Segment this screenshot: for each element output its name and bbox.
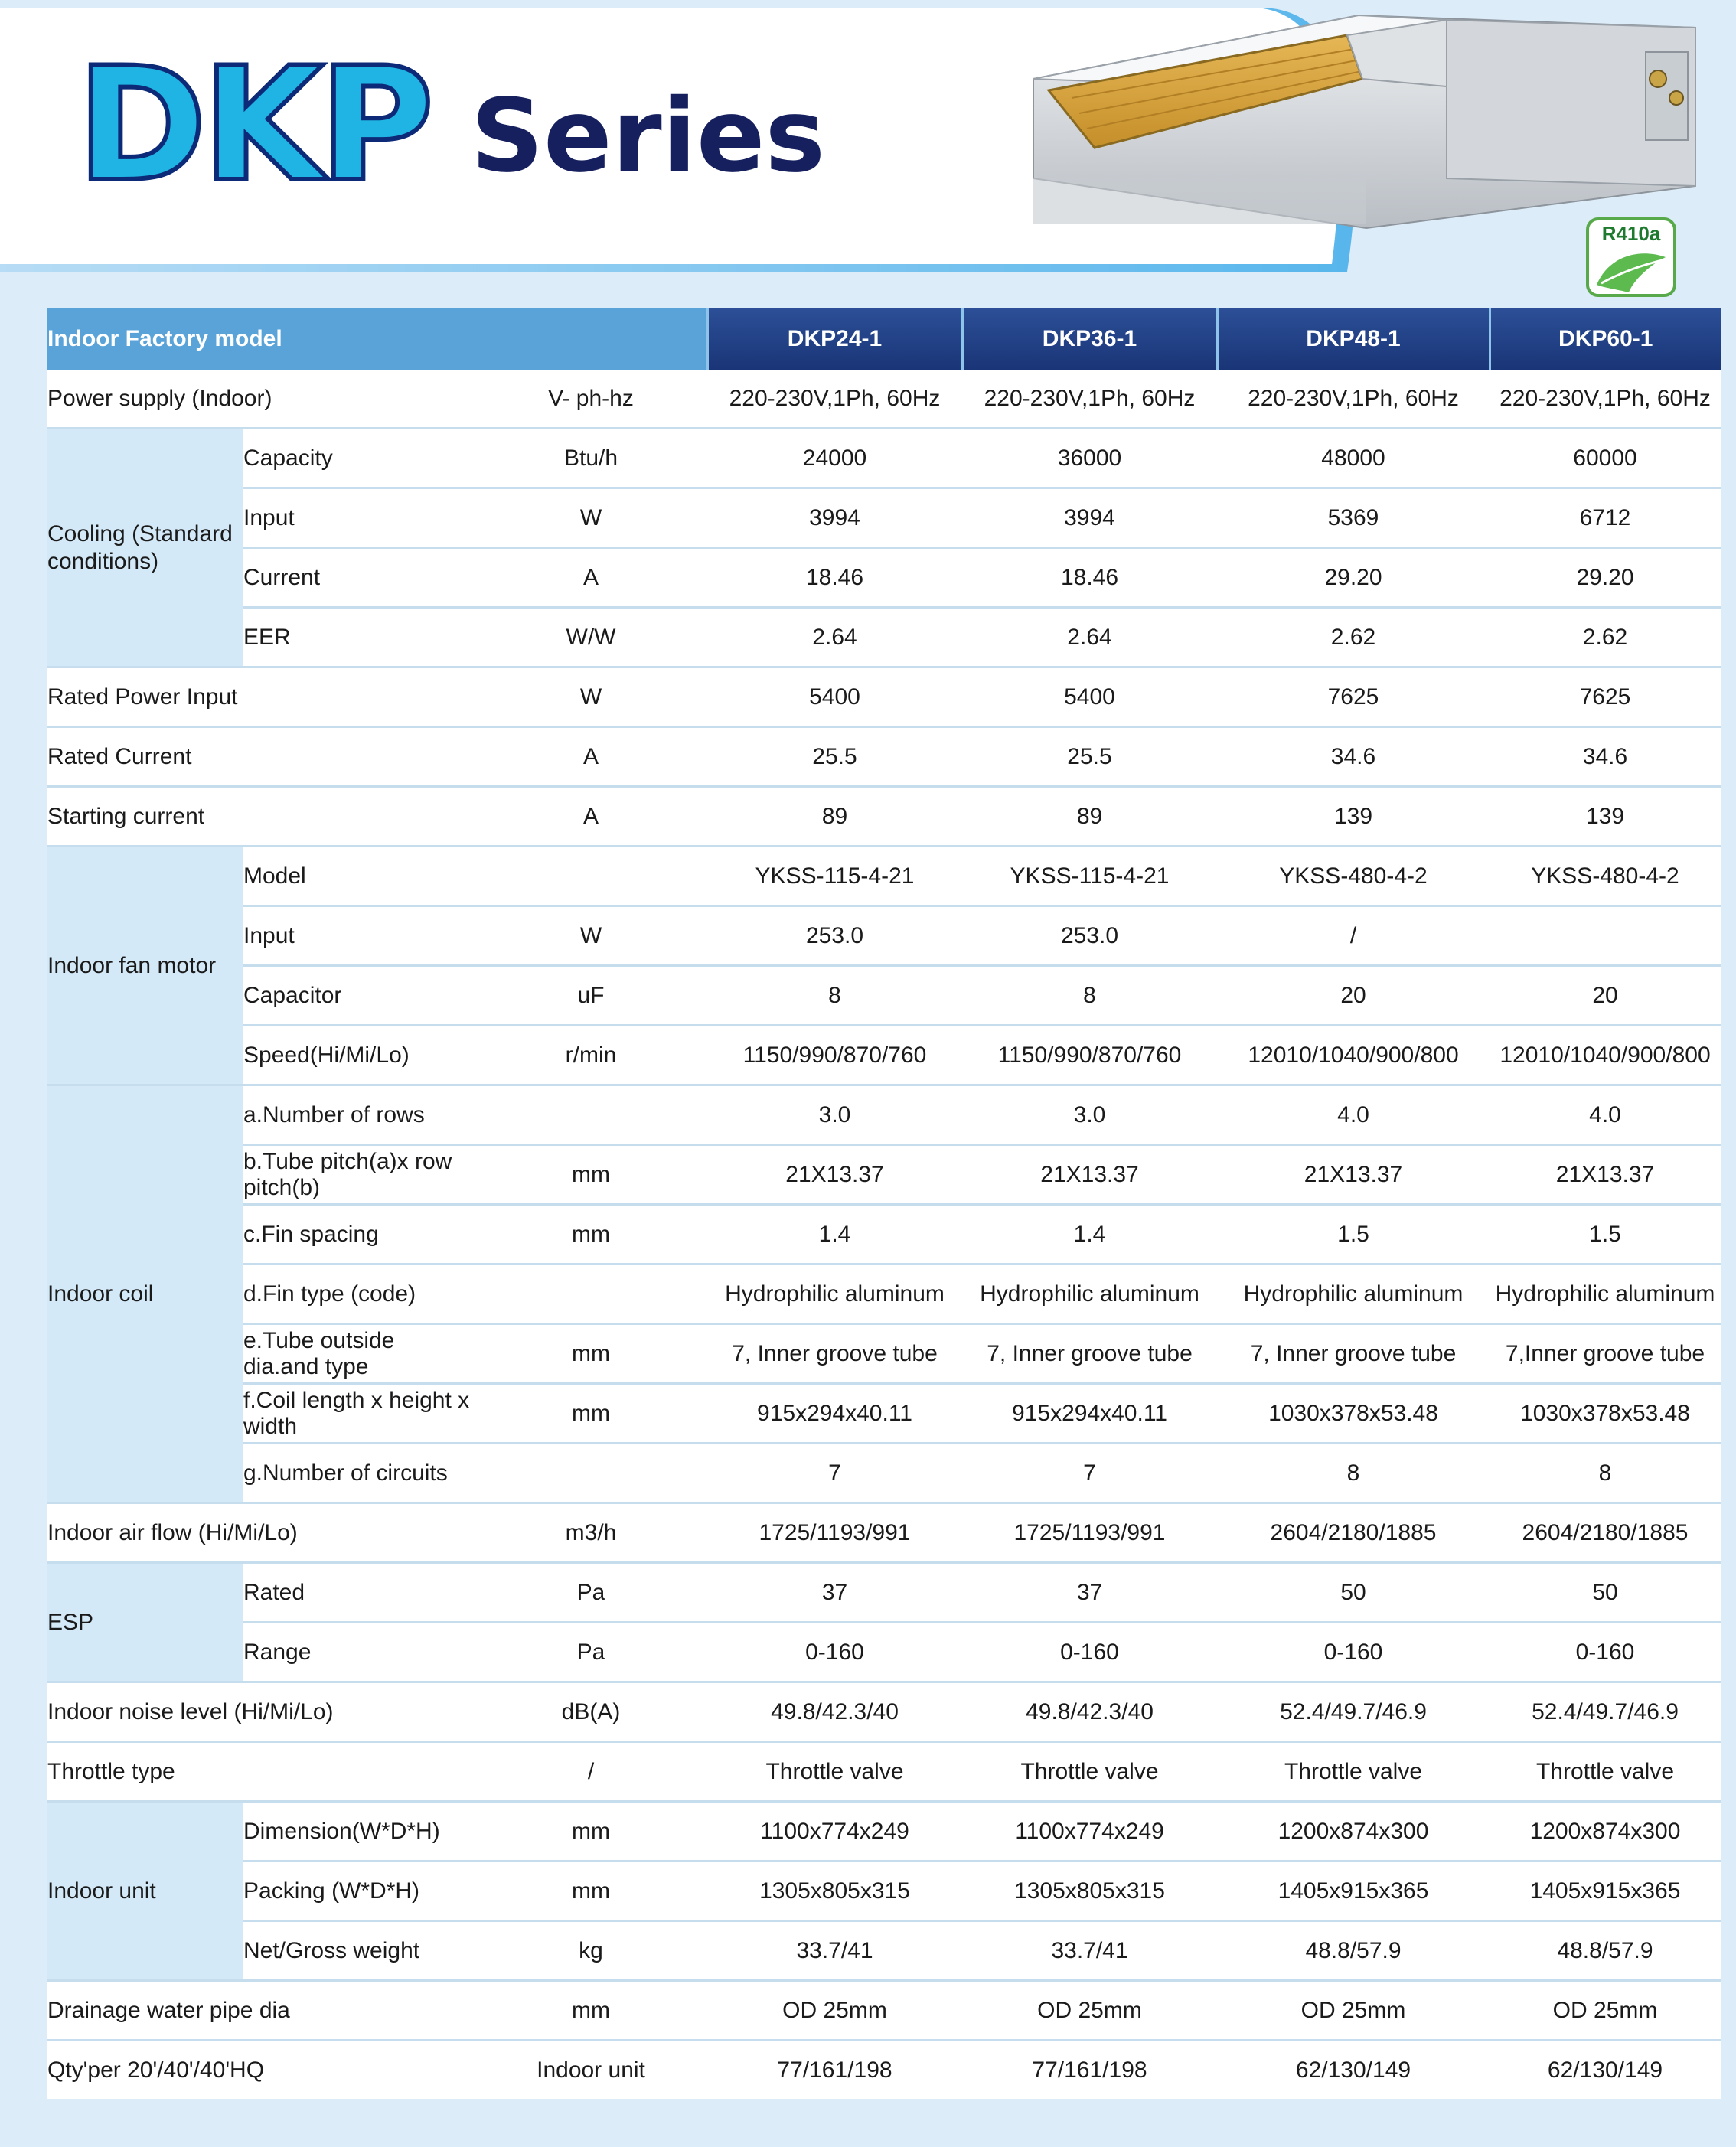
unit-cell: Indoor unit: [475, 2041, 707, 2100]
value-cell: OD 25mm: [707, 1981, 962, 2041]
value-cell: 8: [962, 966, 1217, 1026]
unit-cell: mm: [475, 1981, 707, 2041]
unit-cell: W: [475, 488, 707, 548]
specification-table: [47, 308, 1721, 2099]
table-row: [47, 727, 1721, 787]
value-cell: 50: [1217, 1563, 1490, 1623]
value-cell: 62/130/149: [1217, 2041, 1490, 2100]
value-cell: 220-230V,1Ph, 60Hz: [1490, 370, 1721, 429]
section-label: Indoor fan motor: [47, 847, 243, 1085]
table-row: [47, 906, 1721, 966]
value-cell: 915x294x40.11: [707, 1384, 962, 1444]
row-sublabel: Dimension(W*D*H): [243, 1802, 475, 1861]
table-row: [47, 1145, 1721, 1205]
table-row: [47, 548, 1721, 608]
value-cell: 139: [1490, 787, 1721, 847]
table-row: [47, 1682, 1721, 1742]
unit-cell: m3/h: [475, 1503, 707, 1563]
row-sublabel: EER: [243, 608, 475, 667]
value-cell: 1150/990/870/760: [707, 1026, 962, 1085]
value-cell: 29.20: [1217, 548, 1490, 608]
table-row: [47, 1563, 1721, 1623]
row-sublabel: c.Fin spacing: [243, 1205, 475, 1264]
value-cell: 1.4: [707, 1205, 962, 1264]
value-cell: 21X13.37: [962, 1145, 1217, 1205]
value-cell: 89: [707, 787, 962, 847]
row-sublabel: Speed(Hi/Mi/Lo): [243, 1026, 475, 1085]
row-label: Rated Current: [47, 727, 475, 787]
value-cell: 1405x915x365: [1217, 1861, 1490, 1921]
series-title: Series: [471, 77, 826, 195]
value-cell: 77/161/198: [707, 2041, 962, 2100]
value-cell: 1030x378x53.48: [1217, 1384, 1490, 1444]
unit-cell: A: [475, 787, 707, 847]
unit-cell: Btu/h: [475, 429, 707, 488]
value-cell: Throttle valve: [1490, 1742, 1721, 1802]
value-cell: Throttle valve: [1217, 1742, 1490, 1802]
value-cell: 1405x915x365: [1490, 1861, 1721, 1921]
value-cell: 18.46: [707, 548, 962, 608]
value-cell: [1490, 906, 1721, 966]
value-cell: /: [1217, 906, 1490, 966]
value-cell: 2604/2180/1885: [1217, 1503, 1490, 1563]
row-sublabel: Range: [243, 1623, 475, 1682]
value-cell: 89: [962, 787, 1217, 847]
unit-cell: V- ph-hz: [475, 370, 707, 429]
value-cell: OD 25mm: [1217, 1981, 1490, 2041]
table-row: [47, 847, 1721, 906]
brand-logo-dkp: DKP: [77, 34, 430, 217]
value-cell: 2.62: [1217, 608, 1490, 667]
unit-cell: mm: [475, 1205, 707, 1264]
value-cell: 21X13.37: [1490, 1145, 1721, 1205]
value-cell: 4.0: [1490, 1085, 1721, 1145]
model-header-dkp24: DKP24-1: [707, 308, 962, 370]
table-row: [47, 370, 1721, 429]
table-row: [47, 1384, 1721, 1444]
value-cell: 2.64: [962, 608, 1217, 667]
unit-cell: W: [475, 667, 707, 727]
table-row: [47, 1981, 1721, 2041]
table-row: [47, 488, 1721, 548]
value-cell: 2604/2180/1885: [1490, 1503, 1721, 1563]
value-cell: 8: [1490, 1444, 1721, 1503]
model-header-dkp60: DKP60-1: [1490, 308, 1721, 370]
value-cell: 12010/1040/900/800: [1490, 1026, 1721, 1085]
value-cell: 1100x774x249: [962, 1802, 1217, 1861]
value-cell: 3994: [707, 488, 962, 548]
table-row: [47, 1503, 1721, 1563]
row-label: Rated Power Input: [47, 667, 475, 727]
value-cell: 36000: [962, 429, 1217, 488]
value-cell: 4.0: [1217, 1085, 1490, 1145]
value-cell: 29.20: [1490, 548, 1721, 608]
unit-cell: mm: [475, 1145, 707, 1205]
row-label: Qty'per 20'/40'/40'HQ: [47, 2041, 475, 2100]
value-cell: OD 25mm: [1490, 1981, 1721, 2041]
table-row: [47, 966, 1721, 1026]
value-cell: 34.6: [1490, 727, 1721, 787]
value-cell: 34.6: [1217, 727, 1490, 787]
table-row: [47, 1742, 1721, 1802]
value-cell: Hydrophilic aluminum: [707, 1264, 962, 1324]
value-cell: 0-160: [1490, 1623, 1721, 1682]
value-cell: 253.0: [707, 906, 962, 966]
row-label: Power supply (Indoor): [47, 370, 475, 429]
value-cell: 1.5: [1217, 1205, 1490, 1264]
value-cell: 0-160: [1217, 1623, 1490, 1682]
value-cell: 220-230V,1Ph, 60Hz: [707, 370, 962, 429]
table-row: [47, 1861, 1721, 1921]
value-cell: 7: [707, 1444, 962, 1503]
value-cell: 24000: [707, 429, 962, 488]
value-cell: OD 25mm: [962, 1981, 1217, 2041]
value-cell: 3994: [962, 488, 1217, 548]
value-cell: Throttle valve: [962, 1742, 1217, 1802]
section-label: Cooling (Standard conditions): [47, 429, 243, 667]
value-cell: 12010/1040/900/800: [1217, 1026, 1490, 1085]
row-sublabel: a.Number of rows: [243, 1085, 475, 1145]
value-cell: 52.4/49.7/46.9: [1490, 1682, 1721, 1742]
value-cell: 7625: [1490, 667, 1721, 727]
table-row: [47, 667, 1721, 727]
unit-cell: /: [475, 1742, 707, 1802]
table-row: [47, 1802, 1721, 1861]
row-label: Drainage water pipe dia: [47, 1981, 475, 2041]
value-cell: 8: [707, 966, 962, 1026]
value-cell: 3.0: [707, 1085, 962, 1145]
value-cell: 33.7/41: [962, 1921, 1217, 1981]
table-row: [47, 1205, 1721, 1264]
value-cell: 1725/1193/991: [962, 1503, 1217, 1563]
value-cell: 18.46: [962, 548, 1217, 608]
row-sublabel: d.Fin type (code): [243, 1264, 475, 1324]
model-header-dkp48: DKP48-1: [1217, 308, 1490, 370]
value-cell: 7: [962, 1444, 1217, 1503]
value-cell: 5400: [962, 667, 1217, 727]
value-cell: 60000: [1490, 429, 1721, 488]
value-cell: 1.5: [1490, 1205, 1721, 1264]
row-sublabel: e.Tube outside dia.and type: [243, 1324, 475, 1384]
value-cell: 1305x805x315: [962, 1861, 1217, 1921]
unit-cell: mm: [475, 1384, 707, 1444]
section-label: Indoor coil: [47, 1085, 243, 1503]
unit-cell: [475, 1264, 707, 1324]
model-header-dkp36: DKP36-1: [962, 308, 1217, 370]
value-cell: 1150/990/870/760: [962, 1026, 1217, 1085]
unit-cell: W/W: [475, 608, 707, 667]
value-cell: 7, Inner groove tube: [707, 1324, 962, 1384]
table-header-row: [47, 308, 1721, 370]
row-sublabel: Current: [243, 548, 475, 608]
row-label: Indoor noise level (Hi/Mi/Lo): [47, 1682, 475, 1742]
section-label: Indoor unit: [47, 1802, 243, 1981]
value-cell: YKSS-115-4-21: [707, 847, 962, 906]
refrigerant-label: R410a: [1601, 222, 1661, 245]
table-row: [47, 1324, 1721, 1384]
value-cell: 1030x378x53.48: [1490, 1384, 1721, 1444]
value-cell: 8: [1217, 1444, 1490, 1503]
unit-cell: Pa: [475, 1623, 707, 1682]
unit-cell: Pa: [475, 1563, 707, 1623]
unit-cell: [475, 847, 707, 906]
row-sublabel: Input: [243, 906, 475, 966]
value-cell: 7,Inner groove tube: [1490, 1324, 1721, 1384]
value-cell: 0-160: [707, 1623, 962, 1682]
value-cell: 49.8/42.3/40: [962, 1682, 1217, 1742]
value-cell: YKSS-115-4-21: [962, 847, 1217, 906]
table-row: [47, 1444, 1721, 1503]
value-cell: 37: [962, 1563, 1217, 1623]
value-cell: 5400: [707, 667, 962, 727]
table-row: [47, 1085, 1721, 1145]
value-cell: 1100x774x249: [707, 1802, 962, 1861]
value-cell: 77/161/198: [962, 2041, 1217, 2100]
value-cell: 20: [1490, 966, 1721, 1026]
row-label: Throttle type: [47, 1742, 475, 1802]
value-cell: YKSS-480-4-2: [1217, 847, 1490, 906]
value-cell: Throttle valve: [707, 1742, 962, 1802]
value-cell: 48.8/57.9: [1490, 1921, 1721, 1981]
unit-cell: [475, 1444, 707, 1503]
table-row: [47, 1623, 1721, 1682]
value-cell: 6712: [1490, 488, 1721, 548]
unit-cell: uF: [475, 966, 707, 1026]
table-row: [47, 787, 1721, 847]
value-cell: 1305x805x315: [707, 1861, 962, 1921]
refrigerant-badge: [1586, 217, 1676, 297]
unit-cell: mm: [475, 1861, 707, 1921]
row-sublabel: Model: [243, 847, 475, 906]
row-sublabel: Input: [243, 488, 475, 548]
value-cell: 2.62: [1490, 608, 1721, 667]
value-cell: 1200x874x300: [1490, 1802, 1721, 1861]
value-cell: 48000: [1217, 429, 1490, 488]
unit-cell: mm: [475, 1802, 707, 1861]
value-cell: 7, Inner groove tube: [1217, 1324, 1490, 1384]
row-sublabel: f.Coil length x height x width: [243, 1384, 475, 1444]
row-sublabel: b.Tube pitch(a)x row pitch(b): [243, 1145, 475, 1205]
table-row: [47, 608, 1721, 667]
value-cell: 52.4/49.7/46.9: [1217, 1682, 1490, 1742]
row-sublabel: Net/Gross weight: [243, 1921, 475, 1981]
value-cell: 21X13.37: [707, 1145, 962, 1205]
value-cell: 49.8/42.3/40: [707, 1682, 962, 1742]
value-cell: 3.0: [962, 1085, 1217, 1145]
value-cell: 2.64: [707, 608, 962, 667]
unit-cell: dB(A): [475, 1682, 707, 1742]
unit-cell: A: [475, 548, 707, 608]
value-cell: YKSS-480-4-2: [1490, 847, 1721, 906]
value-cell: 1.4: [962, 1205, 1217, 1264]
table-body: [47, 370, 1721, 2099]
unit-cell: [475, 1085, 707, 1145]
value-cell: 915x294x40.11: [962, 1384, 1217, 1444]
value-cell: 21X13.37: [1217, 1145, 1490, 1205]
value-cell: Hydrophilic aluminum: [1217, 1264, 1490, 1324]
table-row: [47, 1026, 1721, 1085]
unit-cell: r/min: [475, 1026, 707, 1085]
value-cell: 33.7/41: [707, 1921, 962, 1981]
value-cell: 7, Inner groove tube: [962, 1324, 1217, 1384]
value-cell: 1725/1193/991: [707, 1503, 962, 1563]
ducted-unit-image: [1018, 6, 1699, 236]
unit-cell: W: [475, 906, 707, 966]
row-sublabel: Capacity: [243, 429, 475, 488]
value-cell: 20: [1217, 966, 1490, 1026]
row-sublabel: g.Number of circuits: [243, 1444, 475, 1503]
value-cell: 220-230V,1Ph, 60Hz: [1217, 370, 1490, 429]
value-cell: Hydrophilic aluminum: [1490, 1264, 1721, 1324]
row-label: Indoor air flow (Hi/Mi/Lo): [47, 1503, 475, 1563]
value-cell: 7625: [1217, 667, 1490, 727]
factory-model-header: Indoor Factory model: [47, 308, 707, 370]
row-sublabel: Rated: [243, 1563, 475, 1623]
section-label: ESP: [47, 1563, 243, 1682]
value-cell: 48.8/57.9: [1217, 1921, 1490, 1981]
row-label: Starting current: [47, 787, 475, 847]
value-cell: 37: [707, 1563, 962, 1623]
value-cell: 220-230V,1Ph, 60Hz: [962, 370, 1217, 429]
row-sublabel: Capacitor: [243, 966, 475, 1026]
value-cell: 25.5: [707, 727, 962, 787]
unit-cell: A: [475, 727, 707, 787]
table-row: [47, 1921, 1721, 1981]
unit-cell: kg: [475, 1921, 707, 1981]
value-cell: 62/130/149: [1490, 2041, 1721, 2100]
value-cell: 0-160: [962, 1623, 1217, 1682]
table-row: [47, 2041, 1721, 2100]
row-sublabel: Packing (W*D*H): [243, 1861, 475, 1921]
value-cell: 5369: [1217, 488, 1490, 548]
value-cell: 253.0: [962, 906, 1217, 966]
table-row: [47, 1264, 1721, 1324]
value-cell: 25.5: [962, 727, 1217, 787]
value-cell: Hydrophilic aluminum: [962, 1264, 1217, 1324]
value-cell: 1200x874x300: [1217, 1802, 1490, 1861]
value-cell: 50: [1490, 1563, 1721, 1623]
unit-cell: mm: [475, 1324, 707, 1384]
table-row: [47, 429, 1721, 488]
value-cell: 139: [1217, 787, 1490, 847]
